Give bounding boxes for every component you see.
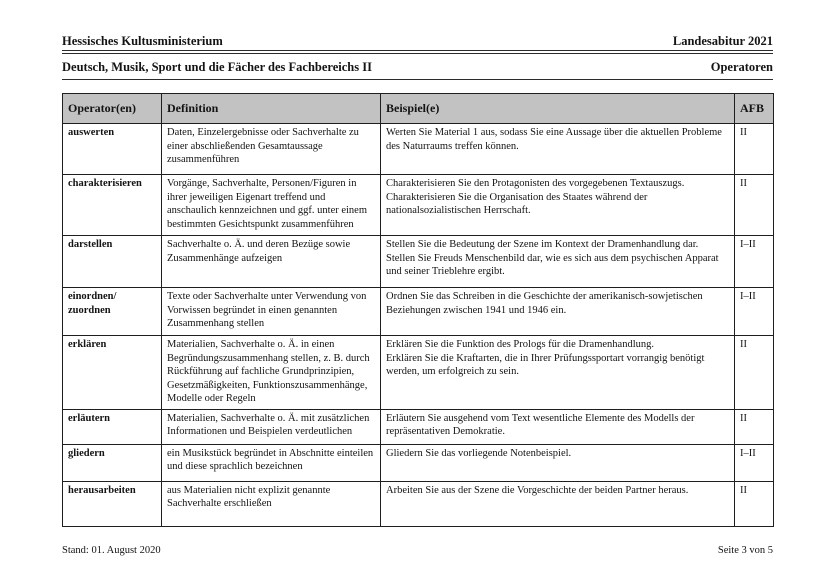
footer-page-number: Seite 3 von 5 [717, 544, 773, 556]
afb-cell: I–II [735, 444, 774, 481]
definition-cell: Vorgänge, Sachverhalte, Personen/Figuren in ihrer jeweiligen Eigenart treffend und anschaulich kennzeichnen und ggf. unter einem bestimmten Gesichtspunkt zusammenführen [162, 175, 381, 236]
table-row [63, 444, 774, 481]
document-header-line2 [62, 60, 773, 74]
document-header-line1 [62, 34, 773, 48]
header-abitur-year: Landesabitur 2021 [672, 34, 773, 48]
table-row [63, 175, 774, 236]
definition-cell: ein Musikstück begründet in Abschnitte einteilen und diese sprachlich bezeichnen [162, 444, 381, 481]
document-content [62, 34, 773, 557]
table-row [63, 236, 774, 288]
operators-table-head [63, 94, 774, 124]
footer-revision-date: Stand: 01. August 2020 [62, 544, 161, 556]
beispiel-cell: Werten Sie Material 1 aus, sodass Sie eine Aussage über die aktuellen Probleme des Naturraums treffen können. [381, 124, 735, 175]
beispiel-cell: Erklären Sie die Funktion des Prologs für die Dramenhandlung. Erklären Sie die Kraftarten, die in Ihrer Prüfungssportart vorrangig benötigt werden, um erfolgreich zu sein. [381, 336, 735, 410]
table-row [63, 288, 774, 336]
operators-table [62, 93, 774, 527]
table-row [63, 336, 774, 410]
header-operatoren-label: Operatoren [710, 60, 773, 74]
definition-cell: Sachverhalte o. Ä. und deren Bezüge sowie Zusammenhänge aufzeigen [162, 236, 381, 288]
operator-cell: auswerten [63, 124, 162, 175]
definition-cell: Materialien, Sachverhalte o. Ä. mit zusätzlichen Informationen und Beispielen verdeutlichen [162, 409, 381, 444]
header-subjects-title: Deutsch, Musik, Sport und die Fächer des Fachbereichs II [62, 60, 372, 74]
document-footer [62, 544, 773, 557]
afb-cell: II [735, 175, 774, 236]
operators-table-body [63, 124, 774, 527]
beispiel-cell: Charakterisieren Sie den Protagonisten des vorgegebenen Textauszugs. Charakterisieren Sie die Organisation des Staates während der nationalsozialistischen Herrschaft. [381, 175, 735, 236]
beispiel-cell: Ordnen Sie das Schreiben in die Geschichte der amerikanisch-sowjetischen Beziehungen zwischen 1941 und 1946 ein. [381, 288, 735, 336]
table-header-row [63, 94, 774, 124]
header-double-rule [62, 50, 773, 54]
beispiel-cell: Stellen Sie die Bedeutung der Szene im Kontext der Dramenhandlung dar. Stellen Sie Freuds Menschenbild dar, wie es sich aus dem psychischen Apparat und seiner Trieblehre ergibt. [381, 236, 735, 288]
col-header-operator: Operator(en) [63, 94, 162, 124]
table-row [63, 409, 774, 444]
definition-cell: Materialien, Sachverhalte o. Ä. in einen Begründungszusammenhang stellen, z. B. durch Rückführung auf fachliche Grundprinzipien, Gesetzmäßigkeiten, Funktionszusammenhänge, Modelle oder Regeln [162, 336, 381, 410]
operator-cell: erklären [63, 336, 162, 410]
operator-cell: darstellen [63, 236, 162, 288]
col-header-afb: AFB [735, 94, 774, 124]
operator-cell: einordnen/ zuordnen [63, 288, 162, 336]
beispiel-cell: Arbeiten Sie aus der Szene die Vorgeschichte der beiden Partner heraus. [381, 481, 735, 526]
afb-cell: II [735, 336, 774, 410]
definition-cell: Texte oder Sachverhalte unter Verwendung von Vorwissen begründet in einen genannten Zusammenhang stellen [162, 288, 381, 336]
definition-cell: aus Materialien nicht explizit genannte Sachverhalte erschließen [162, 481, 381, 526]
table-row [63, 124, 774, 175]
afb-cell: I–II [735, 288, 774, 336]
col-header-beispiel: Beispiel(e) [381, 94, 735, 124]
operator-cell: herausarbeiten [63, 481, 162, 526]
beispiel-cell: Gliedern Sie das vorliegende Notenbeispiel. [381, 444, 735, 481]
afb-cell: II [735, 409, 774, 444]
definition-cell: Daten, Einzelergebnisse oder Sachverhalte zu einer abschließenden Gesamtaussage zusammenführen [162, 124, 381, 175]
afb-cell: II [735, 124, 774, 175]
header-ministry-title: Hessisches Kultusministerium [62, 34, 223, 48]
table-row [63, 481, 774, 526]
operator-cell: erläutern [63, 409, 162, 444]
afb-cell: II [735, 481, 774, 526]
operator-cell: gliedern [63, 444, 162, 481]
header-single-rule [62, 79, 773, 80]
beispiel-cell: Erläutern Sie ausgehend vom Text wesentliche Elemente des Modells der repräsentativen Demokratie. [381, 409, 735, 444]
afb-cell: I–II [735, 236, 774, 288]
col-header-definition: Definition [162, 94, 381, 124]
operator-cell: charakterisieren [63, 175, 162, 236]
